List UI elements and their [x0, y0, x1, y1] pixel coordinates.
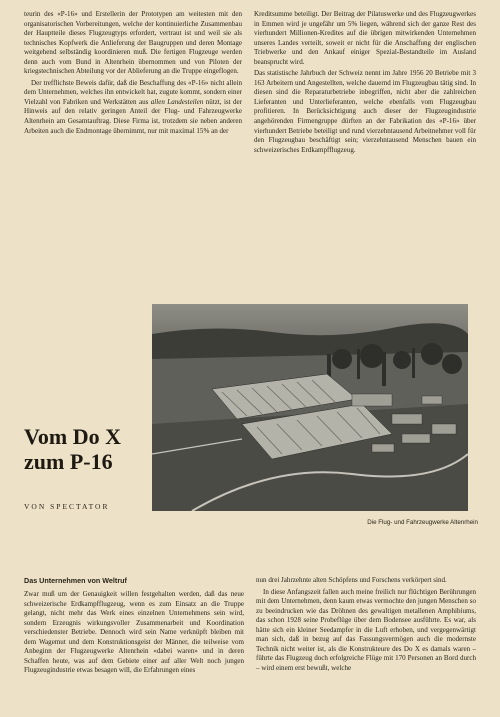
text-run: nützt, ist der Hinweis auf den relativ geringen Anteil der Flug- und Fahrzeugwerke Altenrhein am Gesamtauftrag. Diese Firma ist, trotzdem sie neben anderen Arbeiten auch die Endmontage übernimmt, nur mit maximal 15% an der: [24, 97, 243, 135]
title-line: Vom Do X: [24, 424, 121, 449]
paragraph: In diese Anfangszeit fallen auch meine freilich nur flüchtigen Berührungen mit dem Unternehmen, denn kaum etwas vermochte den jungen Menschen so zu beeindrucken wie das Dröhnen des gewaltigen metallenen Amphibiums, das schon 1928 seine Probeflüge über dem Bodensee ausführte. Es war, als hätte sich ein kleiner Seedampfer in die Luft erhoben, und vergegenwärtigt man sich, daß in bezug auf das Fassungsvermögen auch die modernste Technik nicht weiter ist, als die Konstrukteure des Do X es damals waren – führte das Flugzeug doch erfolgreiche Flüge mit 170 Personen an Bord durch – wird einem erst bewußt, welche: [256, 587, 476, 672]
text-run: Der trefflichste Beweis dafür, daß die Beschaffung des «P-16» nicht allein dem Unternehmen, welches ihn entwickelt hat, zugute kommt, sondern einer Vielzahl von Fabriken und Werkstätten aus: [24, 78, 242, 106]
paragraph: nun drei Jahrzehnte alten Schöpfens und Forschens verkörpert sind.: [256, 576, 447, 584]
column-top-right: [254, 10, 476, 157]
aerial-photo-image: [152, 304, 468, 511]
paragraph: teurin des «P-16» und Erstellerin der Prototypen am weitesten mit den organisatorischen Vorbereitungen, welche der kontinuierliche Zusammenbau der Hauptteile dieses Flugzeugtyps erfordert, vertraut ist und weil sie als technisches Kopfwerk die Anlieferung der Baugruppen und deren Montage weitgehend selbständig koordinieren muß. Die fertigen Flugzeuge werden denn auch vom Bund in Altenrhein übernommen und von Piloten der kriegstechnischen Abteilung vor der Ablieferung an die Truppe eingeflogen.: [24, 10, 242, 76]
title-line: zum P-16: [24, 449, 113, 474]
paragraph: Kreditsumme beteiligt. Der Beitrag der Pilatuswerke und des Flugzeugwerkes in Emmen wird je ungefähr um 5% liegen, während sich der ganze Rest des vierhundert Millionen-Kredites auf die übrigen mitwirkenden Unternehmen unseres Landes verteilt, soweit er nicht für die Anschaffung der englischen Triebwerke und den Ankauf einiger Spezial-Bestandteile im Ausland beansprucht wird.: [254, 10, 476, 66]
factory-aerial-photo: [152, 304, 468, 511]
paragraph: Das statistische Jahrbuch der Schweiz nennt im Jahre 1956 20 Betriebe mit 3 163 Arbeitern und Angestellten, welche dauernd im Flugzeugbau tätig sind. In diesen sind die Reparaturbetriebe inbegriffen, nicht aber die zahlreichen Lieferanten und Unterlieferanten, welche ebenfalls vom Flugzeugbau profitieren. In Berücksichtigung auch dieser der Flugzeugindustrie angehörenden Firmengruppe dürften an der Fabrikation des «P-16» über vierhundert Betriebe beteiligt und rund vierzehntausend Arbeitnehmer voll für den Flugzeugbau beschäftigt sein; vierzehntausend Menschen bauen ein schweizerisches Erdkampfflugzeug.: [254, 69, 476, 154]
byline: VON SPECTATOR: [24, 502, 110, 511]
photo-caption: Die Flug- und Fahrzeugwerke Altenrhein: [367, 519, 478, 526]
paragraph: [24, 79, 242, 136]
emphasis-text: allen Landesteilen: [150, 97, 204, 106]
article-title: [24, 424, 121, 474]
section-subheading: Das Unternehmen von Weltruf: [24, 576, 127, 585]
column-bottom-left: [24, 590, 244, 678]
paragraph: Zwar muß um der Genauigkeit willen festgehalten werden, daß das neue schweizerische Erdkampfflugzeug, wenn es zum Einsatz an die Truppe gelangt, nicht mehr das Werk eines einzelnen Unternehmens sein wird, sondern Erzeugnis wirkungsvoller Zusammenarbeit und Koordination verschiedenster Betriebe. Dennoch wird sein Name verknüpft bleiben mit dem Wagemut und dem Konstruktionsgeist der Männer, die teilweise vom Anbeginn der Flugzeugwerke Altenrhein «dabei waren» und in deren Schaffen heute, was auf dem Gebiete einer auf aller Welt noch jungen Flugzeugindustrie etwas besagen will, die Erfahrungen eines: [24, 590, 244, 675]
column-bottom-right: [256, 576, 476, 675]
column-top-left: [24, 10, 242, 138]
